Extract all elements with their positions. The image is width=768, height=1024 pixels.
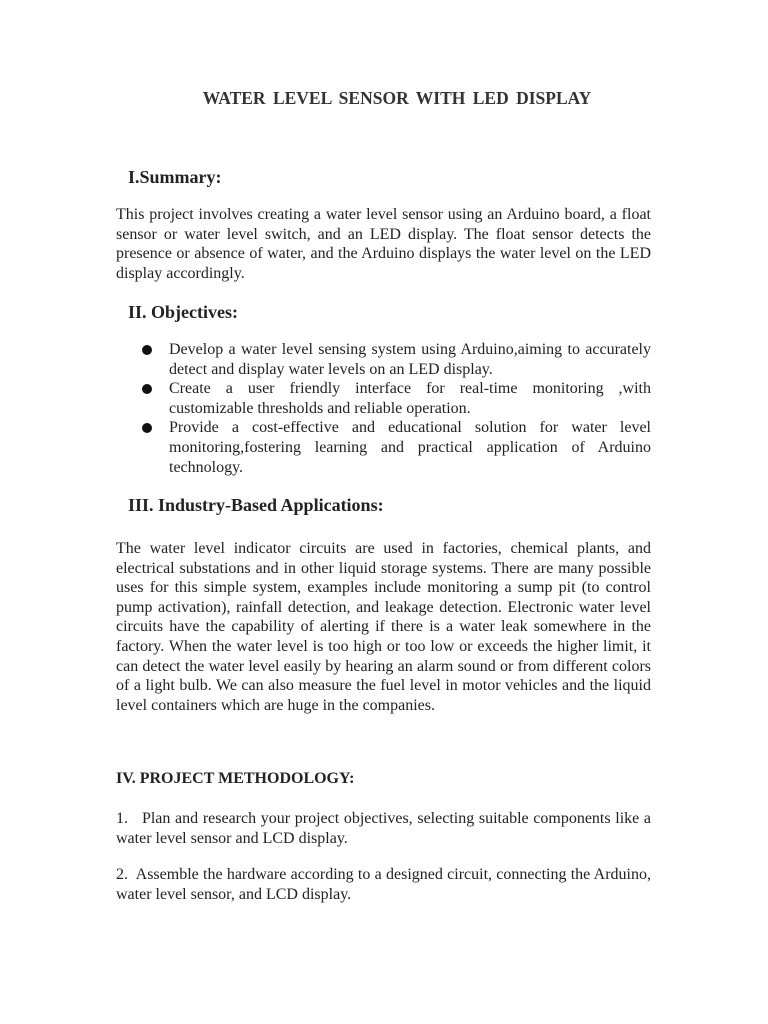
applications-heading: III. Industry-Based Applications:	[128, 495, 384, 515]
applications-paragraph: The water level indicator circuits are used in factories, chemical plants, and electrical substations and in other liquid storage systems. There are many possible uses for this simple system, examples include monitoring a sump pit (to control pump activation), rainfall detection, and leakage detection. Electronic water level circuits have the capability of alerting if there is a water leak somewhere in the factory. When the water level is too high or too low or exceeds the higher limit, it can detect the water level easily by hearing an alarm sound or from different colors of a light bulb. We can also measure the fuel level in motor vehicles and the liquid level containers which are huge in the companies.	[116, 540, 651, 714]
list-item: Develop a water level sensing system using Arduino,aiming to accurately detect and display water levels on an LED display.	[140, 340, 651, 379]
bullet-icon	[142, 423, 152, 433]
objectives-heading: II. Objectives:	[128, 302, 238, 322]
document-title: WATER LEVEL SENSOR WITH LED DISPLAY	[202, 88, 592, 108]
objectives-list	[140, 340, 651, 477]
summary-heading: I.Summary:	[128, 167, 222, 187]
methodology-step-2: 2. Assemble the hardware according to a designed circuit, connecting the Arduino, water level sensor, and LCD display.	[116, 866, 655, 903]
summary-paragraph: This project involves creating a water level sensor using an Arduino board, a float sensor or water level switch, and an LED display. The float sensor detects the presence or absence of water, and the Arduino displays the water level on the LED display accordingly.	[116, 206, 651, 282]
methodology-step-1: 1. Plan and research your project objectives, selecting suitable components like a water level sensor and LCD display.	[116, 810, 655, 847]
bullet-icon	[142, 345, 152, 355]
list-item: Create a user friendly interface for real-time monitoring ,with customizable thresholds and reliable operation.	[140, 379, 651, 418]
list-item: Provide a cost-effective and educational solution for water level monitoring,fostering learning and practical application of Arduino technology.	[140, 418, 651, 477]
bullet-icon	[142, 384, 152, 394]
methodology-heading: IV. PROJECT METHODOLOGY:	[116, 770, 355, 787]
